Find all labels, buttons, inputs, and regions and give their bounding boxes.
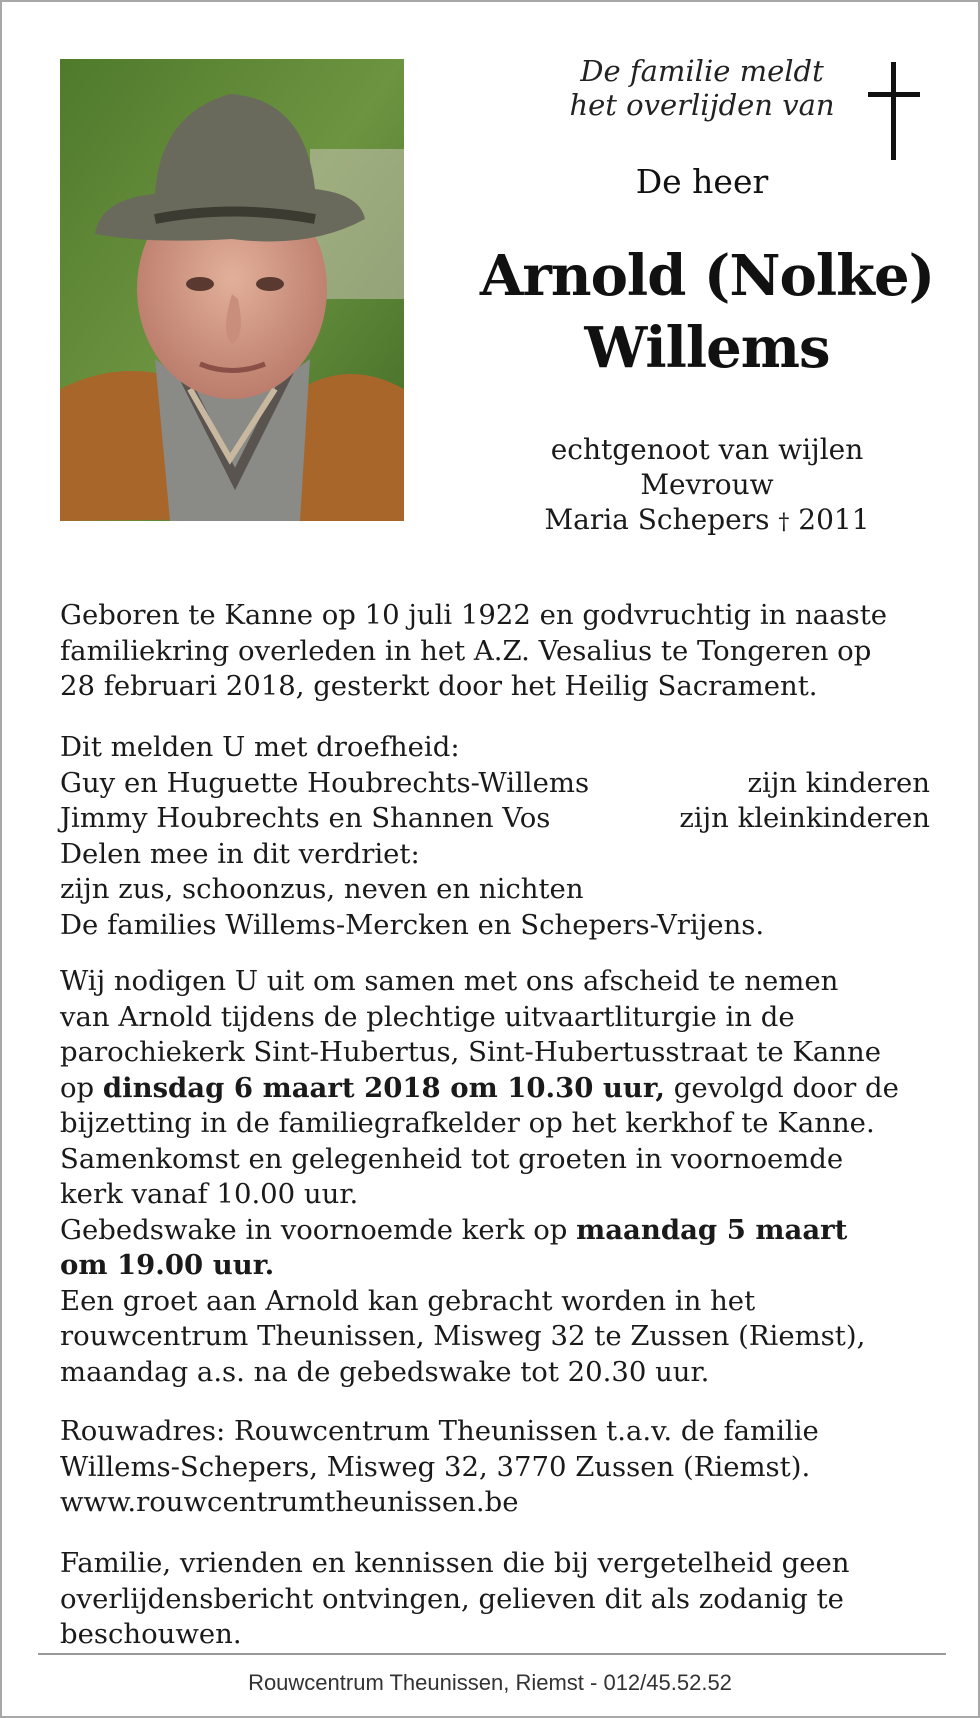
text-line: rouwcentrum Theunissen, Misweg 32 te Zussen (Riemst), xyxy=(60,1320,866,1352)
text-line: Geboren te Kanne op 10 juli 1922 en godvruchtig in naaste xyxy=(60,599,888,631)
text-fragment: Gebedswake in voornoemde kerk op xyxy=(60,1213,577,1246)
spouse-line-3 xyxy=(522,502,892,540)
spouse-death-year: 2011 xyxy=(798,503,870,536)
name-line-1: Arnold (Nolke) xyxy=(479,243,935,309)
salutation: De heer xyxy=(635,162,769,201)
share-intro: Delen mee in dit verdriet: xyxy=(60,837,420,870)
notice-paragraph xyxy=(60,1546,930,1653)
funeral-datetime: dinsdag 6 maart 2018 om 10.30 uur, xyxy=(102,1071,665,1104)
family-intro: Dit melden U met droefheid: xyxy=(60,731,460,763)
spouse-name: Maria Schepers xyxy=(544,503,770,536)
text-line: Een groet aan Arnold kan gebracht worden in het xyxy=(60,1284,756,1317)
text-line: overlijdensbericht ontvingen, gelieven dit als zodanig te xyxy=(60,1582,844,1615)
text-line: bijzetting in de familiegrafkelder op het kerkhof te Kanne. xyxy=(60,1107,875,1139)
deceased-name xyxy=(472,240,942,384)
ceremony-paragraph xyxy=(60,964,930,1390)
spouse-line-1: echtgenoot van wijlen xyxy=(550,433,864,466)
website-link[interactable]: www.rouwcentrumtheunissen.be xyxy=(60,1486,519,1518)
relative-row xyxy=(60,801,930,837)
text-line: parochiekerk Sint-Hubertus, Sint-Hubertusstraat te Kanne xyxy=(60,1036,882,1068)
dagger-icon: † xyxy=(778,510,790,535)
text-fragment: gevolgd door de xyxy=(664,1071,899,1104)
text-line: Rouwadres: Rouwcentrum Theunissen t.a.v. de familie xyxy=(60,1415,819,1447)
relative-relation: zijn kleinkinderen xyxy=(679,802,930,834)
cross-icon xyxy=(866,62,922,162)
text-line xyxy=(60,1213,930,1249)
portrait-image xyxy=(60,59,404,521)
intro-line-2: het overlijden van xyxy=(569,88,835,122)
spouse-line-2: Mevrouw xyxy=(640,468,774,501)
vigil-time: om 19.00 uur. xyxy=(60,1249,275,1281)
address-paragraph xyxy=(60,1414,930,1521)
name-line-2: Willems xyxy=(584,315,830,381)
text-line xyxy=(60,1071,930,1107)
relative-names: Jimmy Houbrechts en Shannen Vos xyxy=(60,802,551,834)
text-line: Familie, vrienden en kennissen die bij vergetelheid geen xyxy=(60,1547,850,1579)
family-paragraph xyxy=(60,730,930,943)
relative-relation: zijn kinderen xyxy=(747,766,930,799)
relative-names: Guy en Huguette Houbrechts-Willems xyxy=(60,766,590,799)
text-line: kerk vanaf 10.00 uur. xyxy=(60,1178,359,1210)
text-line: Willems-Schepers, Misweg 32, 3770 Zussen (Riemst). xyxy=(60,1450,811,1483)
text-line: 28 februari 2018, gesterkt door het Heilig Sacrament. xyxy=(60,670,818,702)
text-line: beschouwen. xyxy=(60,1618,242,1650)
footer-divider xyxy=(38,1653,946,1655)
text-line: maandag a.s. na de gebedswake tot 20.30 uur. xyxy=(60,1355,710,1388)
intro-text xyxy=(542,54,862,122)
footer-text: Rouwcentrum Theunissen, Riemst - 012/45.52.52 xyxy=(248,1670,732,1695)
share-line: De families Willems-Mercken en Schepers-Vrijens. xyxy=(60,908,765,941)
portrait-photo xyxy=(60,59,404,521)
share-line: zijn zus, schoonzus, neven en nichten xyxy=(60,873,584,905)
text-line xyxy=(60,1248,930,1284)
spouse-info xyxy=(522,432,892,540)
text-line: van Arnold tijdens de plechtige uitvaartliturgie in de xyxy=(60,1000,795,1033)
text-fragment: op xyxy=(60,1071,103,1104)
text-line: Samenkomst en gelegenheid tot groeten in voornoemde xyxy=(60,1142,844,1175)
text-line: familiekring overleden in het A.Z. Vesalius te Tongeren op xyxy=(60,634,872,667)
intro-line-1: De familie meldt xyxy=(580,54,824,88)
text-line: Wij nodigen U uit om samen met ons afscheid te nemen xyxy=(60,965,839,997)
vigil-date: maandag 5 maart xyxy=(576,1213,848,1246)
relative-row xyxy=(60,766,930,802)
birth-death-paragraph xyxy=(60,598,930,705)
